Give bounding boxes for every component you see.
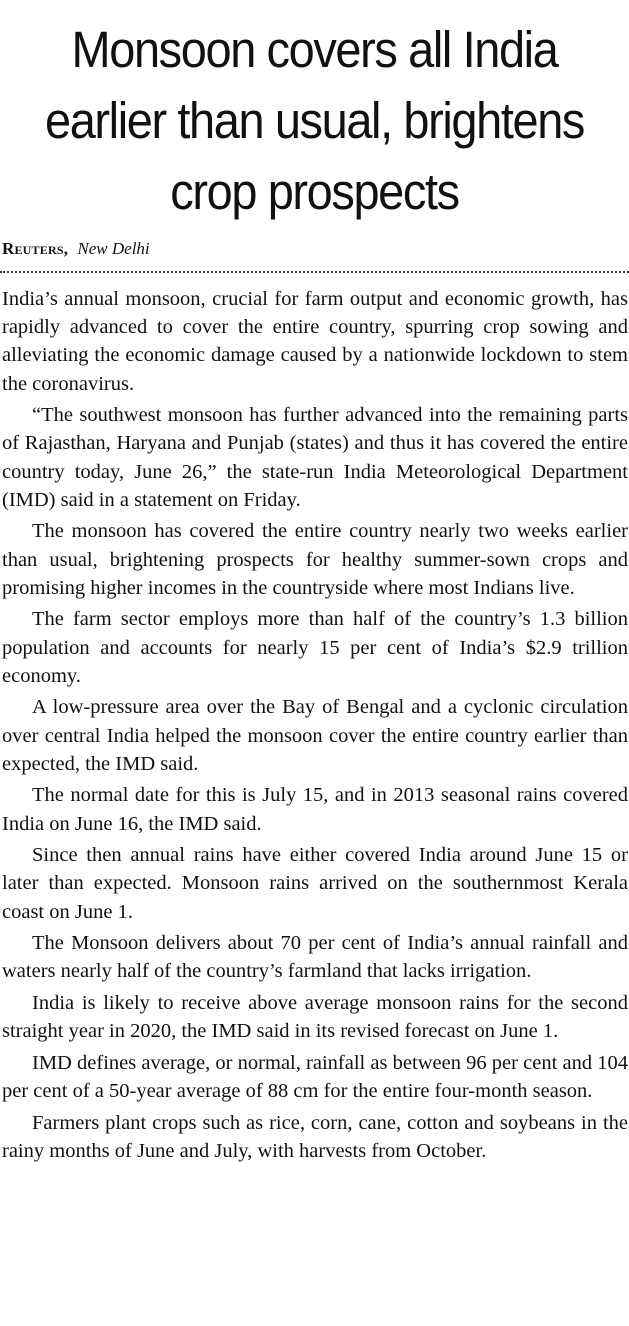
- article-paragraph: “The southwest monsoon has further advanced into the remaining parts of Rajasthan, Haryana and Punjab (states) and thus it has covered the entire country today, June 26,” the state-run India Meteorological Department (IMD) said in a statement on Friday.: [2, 404, 628, 511]
- article-paragraph: The normal date for this is July 15, and in 2013 seasonal rains covered India on June 16, the IMD said.: [2, 784, 628, 835]
- dotted-divider: [0, 271, 629, 273]
- byline-dateline: New Delhi: [77, 239, 150, 258]
- article-paragraph: Farmers plant crops such as rice, corn, cane, cotton and soybeans in the rainy months of June and July, with harvests from October.: [2, 1111, 628, 1162]
- article-paragraph: Since then annual rains have either covered India around June 15 or later than expected. Monsoon rains arrived on the southernmost Kerala coast on June 1.: [2, 844, 628, 923]
- article-paragraph: The farm sector employs more than half of the country’s 1.3 billion population and accounts for nearly 15 per cent of India’s $2.9 trillion economy.: [2, 608, 628, 687]
- article-paragraph: The monsoon has covered the entire country nearly two weeks earlier than usual, brightening prospects for healthy summer-sown crops and promising higher incomes in the countryside where most Indians live.: [2, 520, 628, 599]
- byline-agency: Reuters,: [2, 239, 69, 258]
- article-paragraph: A low-pressure area over the Bay of Bengal and a cyclonic circulation over central India helped the monsoon cover the entire country earlier than expected, the IMD said.: [2, 696, 628, 775]
- headline: Monsoon covers all India earlier than usual, brightens crop prospects: [44, 21, 585, 220]
- article-paragraph: India’s annual monsoon, crucial for farm output and economic growth, has rapidly advanced to cover the entire country, spurring crop sowing and alleviating the economic damage caused by a nationwide lockdown to stem the coronavirus.: [2, 288, 628, 395]
- article-paragraph: IMD defines average, or normal, rainfall as between 96 per cent and 104 per cent of a 50-year average of 88 cm for the entire four-month season.: [2, 1051, 628, 1102]
- byline: [2, 236, 629, 262]
- article-paragraph: India is likely to receive above average monsoon rains for the second straight year in 2020, the IMD said in its revised forecast on June 1.: [2, 992, 628, 1043]
- article-body: [2, 285, 628, 1168]
- article-paragraph: The Monsoon delivers about 70 per cent of India’s annual rainfall and waters nearly half of the country’s farmland that lacks irrigation.: [2, 932, 628, 983]
